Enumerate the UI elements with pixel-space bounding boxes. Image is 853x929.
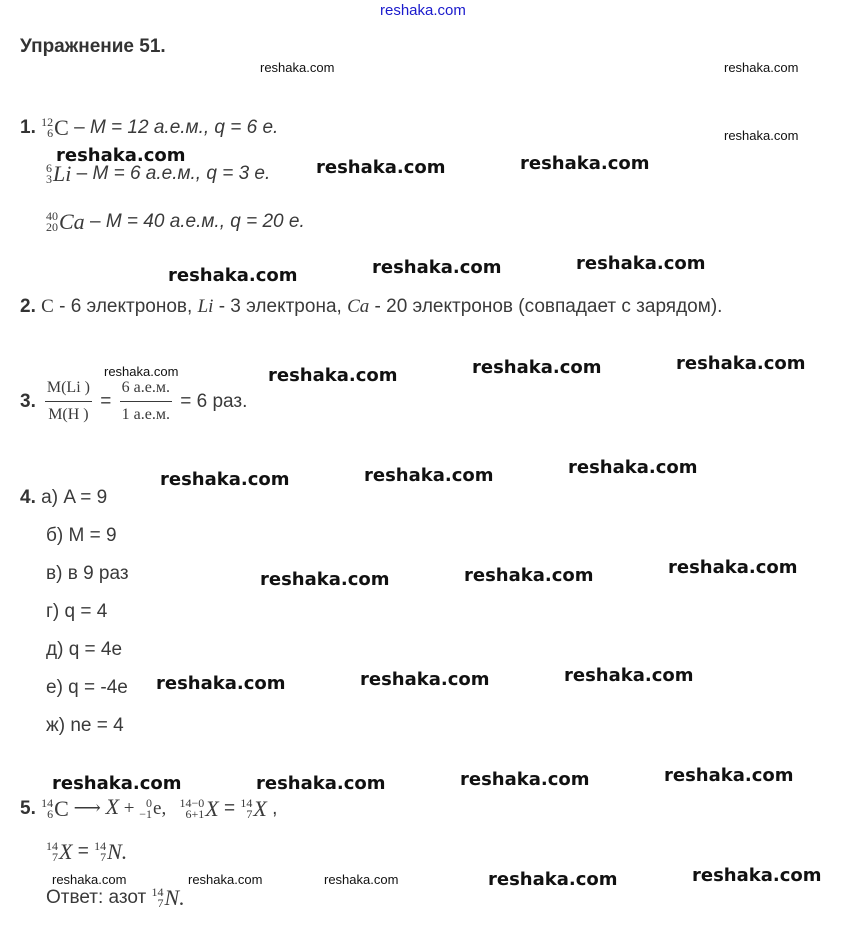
- nuclide-charge: 7: [52, 850, 58, 864]
- watermark: reshaka.com: [520, 153, 650, 174]
- task-number: 4.: [20, 487, 36, 508]
- li-text: - 3 электрона,: [213, 296, 348, 317]
- nuclide-electron: [139, 797, 166, 821]
- nuclide-symbol: Li: [53, 161, 72, 186]
- nuclide-mass: 6: [46, 161, 52, 175]
- watermark: reshaka.com: [564, 665, 694, 686]
- nuclide-mass: 40: [46, 209, 58, 223]
- nuclide-charge: 6+1: [185, 806, 205, 821]
- list-item: е) q = -4e: [46, 677, 128, 698]
- watermark: reshaka.com: [676, 353, 806, 374]
- nuclide-symbol: e,: [153, 797, 167, 819]
- fraction-numerator: 6 а.е.м.: [120, 376, 172, 402]
- watermark: reshaka.com: [260, 60, 335, 75]
- nuclide-mass: 14: [41, 795, 54, 810]
- nuclide-charge: 20: [46, 220, 58, 234]
- watermark: reshaka.com: [724, 60, 799, 75]
- watermark: reshaka.com: [472, 357, 602, 378]
- watermark: reshaka.com: [488, 869, 618, 890]
- watermark: reshaka.com: [268, 365, 398, 386]
- list-item: в) в 9 раз: [46, 563, 129, 584]
- watermark: reshaka.com: [52, 773, 182, 794]
- nuclide-symbol: Ca: [59, 209, 85, 234]
- task5-identity-line: [46, 840, 127, 864]
- watermark: reshaka.com: [692, 865, 822, 886]
- watermark: reshaka.com: [156, 673, 286, 694]
- dash: –: [71, 163, 93, 185]
- nuclide-symbol: C: [54, 115, 69, 140]
- watermark: reshaka.com: [460, 769, 590, 790]
- nuclide-mass: 12: [41, 115, 54, 129]
- comma: ,: [266, 798, 278, 819]
- watermark: reshaka.com: [52, 872, 127, 887]
- list-item: г) q = 4: [46, 601, 108, 622]
- task-number: 1.: [20, 117, 36, 139]
- watermark: reshaka.com: [464, 565, 594, 586]
- nuclide-nitrogen: [94, 840, 127, 864]
- page-title: [20, 36, 166, 58]
- watermark: reshaka.com: [188, 872, 263, 887]
- task-number: 2.: [20, 296, 36, 317]
- nuclide-carbon: [41, 116, 69, 140]
- watermark: reshaka.com: [372, 257, 502, 278]
- nuclide-charge: −1: [139, 806, 153, 821]
- page-title-text: Упражнение 51: [20, 36, 161, 57]
- task3-line: [20, 376, 247, 427]
- watermark: reshaka.com: [576, 253, 706, 274]
- unknown-x: X: [105, 794, 120, 819]
- nuclide-mass: 14: [240, 795, 253, 810]
- nuclide-mass: 0: [146, 795, 153, 810]
- top-site-link[interactable]: reshaka.com: [380, 2, 466, 19]
- watermark: reshaka.com: [360, 669, 490, 690]
- task5-answer-line: [46, 886, 185, 910]
- nuclide-calcium: [46, 210, 85, 234]
- task1-calcium-line: [46, 210, 305, 234]
- carbon-props: M = 12 а.е.м., q = 6 e.: [89, 117, 279, 139]
- amu-fraction: [120, 376, 172, 427]
- answer-label: Ответ: азот: [46, 887, 152, 909]
- symbol-li: Li: [197, 296, 214, 317]
- nuclide-symbol: X: [205, 795, 219, 821]
- watermark: reshaka.com: [160, 469, 290, 490]
- symbol-ca: Ca: [347, 296, 370, 317]
- watermark: reshaka.com: [316, 157, 446, 178]
- fraction-numerator: M(Li ): [45, 376, 92, 402]
- equals-sign: =: [72, 841, 95, 863]
- list-item: б) M = 9: [46, 525, 117, 546]
- nuclide-mass: 14: [151, 885, 164, 899]
- dash: –: [68, 117, 90, 139]
- nuclide-x-computed: [180, 797, 219, 821]
- plus-sign: +: [119, 798, 140, 819]
- nuclide-nitrogen-answer: [152, 886, 185, 910]
- calcium-props: M = 40 а.е.м., q = 20 e.: [105, 211, 305, 233]
- nuclide-charge: 6: [47, 126, 54, 140]
- list-item: д) q = 4e: [46, 639, 123, 660]
- nuclide-mass: 14−0: [179, 795, 205, 810]
- task-number: 3.: [20, 390, 36, 412]
- ca-text: - 20 электронов (совпадает с зарядом).: [369, 296, 723, 317]
- dash: –: [84, 211, 106, 233]
- nuclide-x: [46, 840, 72, 864]
- nuclide-x-result: [240, 797, 266, 821]
- watermark: reshaka.com: [256, 773, 386, 794]
- nuclide-charge: 6: [47, 806, 54, 821]
- page-title-dot: .: [160, 36, 166, 57]
- fraction-denominator: M(H ): [48, 406, 89, 423]
- nuclide-symbol: X: [59, 839, 73, 864]
- mass-ratio-fraction: [45, 376, 92, 427]
- nuclide-charge: 7: [246, 806, 253, 821]
- fraction-denominator: 1 а.е.м.: [121, 406, 170, 423]
- nuclide-symbol: X: [253, 795, 267, 821]
- watermark: reshaka.com: [56, 145, 186, 166]
- c-text: - 6 электронов,: [53, 296, 198, 317]
- nuclide-carbon14: [41, 797, 69, 821]
- equals-sign: =: [94, 390, 117, 412]
- equals-sign: =: [218, 798, 241, 819]
- watermark: reshaka.com: [260, 569, 390, 590]
- watermark: reshaka.com: [104, 364, 179, 379]
- watermark: reshaka.com: [664, 765, 794, 786]
- watermark: reshaka.com: [364, 465, 494, 486]
- nuclide-mass: 14: [46, 839, 58, 853]
- nuclide-charge: 7: [100, 850, 107, 864]
- task-number: 5.: [20, 798, 36, 819]
- reaction-arrow: ⟶: [68, 798, 106, 819]
- task1-carbon-line: [20, 116, 278, 140]
- watermark: reshaka.com: [724, 128, 799, 143]
- task5-reaction-line: [20, 795, 277, 821]
- nuclide-symbol: C: [54, 795, 69, 821]
- task4-item: [20, 486, 107, 510]
- nuclide-symbol: N.: [164, 885, 185, 910]
- list-item: ж) ne = 4: [46, 715, 124, 736]
- watermark: reshaka.com: [568, 457, 698, 478]
- lithium-props: M = 6 а.е.м., q = 3 e.: [92, 163, 271, 185]
- task2-line: [20, 295, 722, 319]
- list-item: а) A = 9: [41, 487, 108, 508]
- nuclide-charge: 3: [46, 172, 52, 186]
- watermark: reshaka.com: [168, 265, 298, 286]
- symbol-c: C: [41, 296, 54, 317]
- watermark: reshaka.com: [668, 557, 798, 578]
- ratio-result: = 6 раз.: [174, 390, 248, 412]
- nuclide-symbol: N.: [107, 839, 128, 864]
- watermark: reshaka.com: [324, 872, 399, 887]
- nuclide-charge: 7: [157, 896, 164, 910]
- nuclide-mass: 14: [94, 839, 107, 853]
